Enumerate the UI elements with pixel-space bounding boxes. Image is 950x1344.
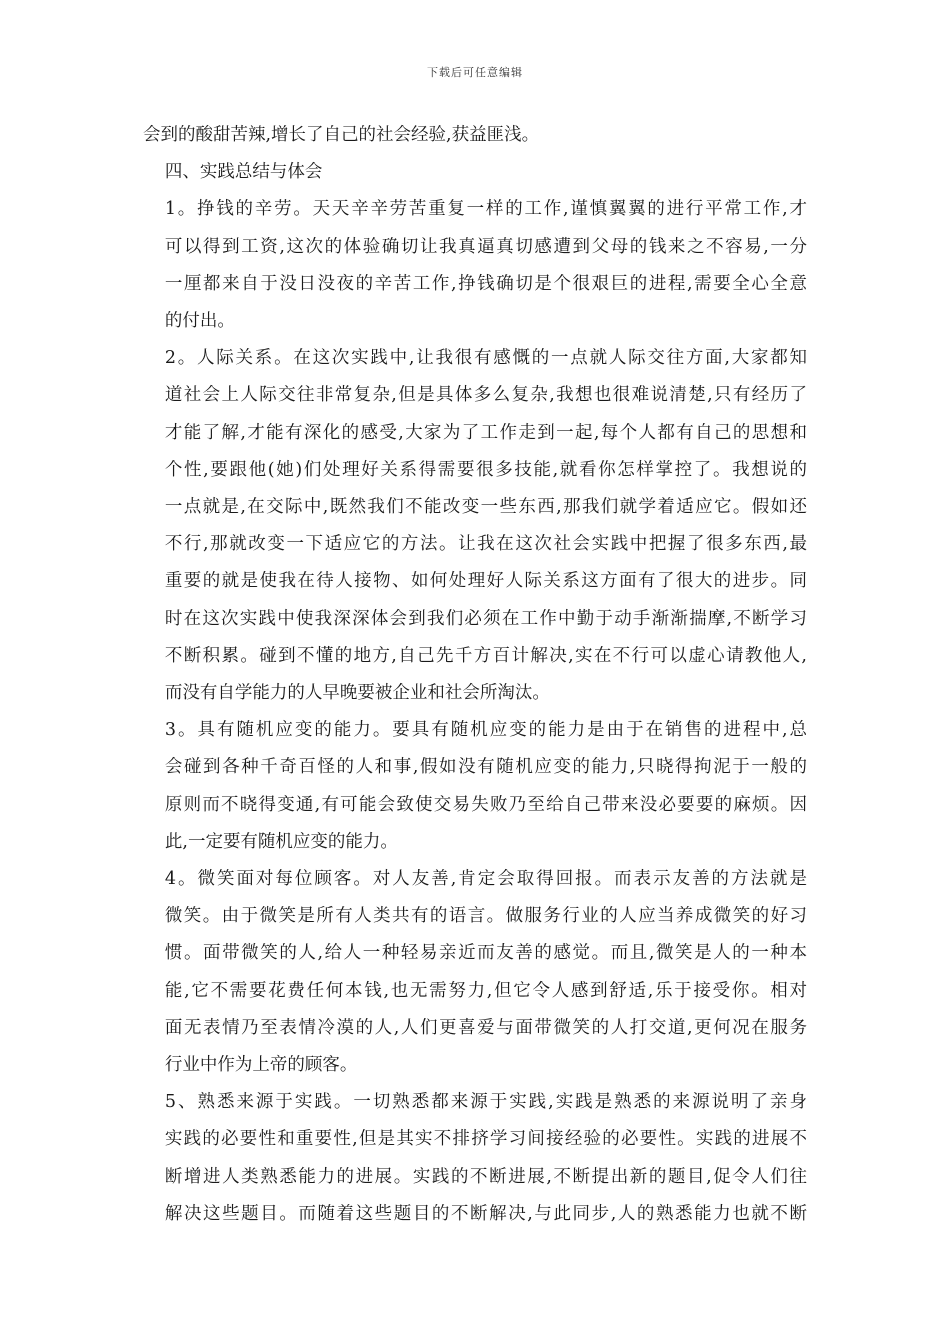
text-line: 3。具有随机应变的能力。要具有随机应变的能力是由于在销售的进程中,总	[164, 720, 807, 741]
text-line: 会到的酸甜苦辣,增长了自己的社会经验,获益匪浅。	[143, 125, 540, 145]
text-line: 面无表情乃至表情冷漠的人,人们更喜爱与面带微笑的人打交道,更何况在服务	[164, 1017, 807, 1038]
text-line: 行业中作为上帝的顾客。	[164, 1055, 358, 1076]
text-line: 可以得到工资,这次的体验确切让我真逼真切感遭到父母的钱来之不容易,一分	[164, 236, 807, 257]
text-line: 惯。面带微笑的人,给人一种轻易亲近而友善的感觉。而且,微笑是人的一种本	[164, 943, 807, 964]
text-line: 的付出。	[164, 311, 235, 332]
paragraph	[143, 117, 807, 154]
text-line: 而没有自学能力的人早晚要被企业和社会所淘汰。	[164, 683, 550, 704]
text-line: 时在这次实践中使我深深体会到我们必须在工作中勤于动手渐渐揣摩,不断学习	[164, 608, 807, 629]
paragraph	[143, 154, 807, 191]
text-line: 2。人际关系。在这次实践中,让我很有感慨的一点就人际交往方面,大家都知	[164, 348, 807, 369]
text-line: 断增进人类熟悉能力的进展。实践的不断进展,不断提出新的题目,促令人们往	[164, 1166, 807, 1187]
text-line: 1。挣钱的辛劳。天天辛辛劳苦重复一样的工作,谨慎翼翼的进行平常工作,才	[164, 199, 807, 220]
text-line: 微笑。由于微笑是所有人类共有的语言。做服务行业的人应当养成微笑的好习	[164, 906, 807, 927]
paragraph	[143, 191, 807, 340]
text-line: 原则而不晓得变通,有可能会致使交易失败乃至给自己带来没必要要的麻烦。因	[164, 794, 807, 815]
paragraph	[143, 1084, 807, 1233]
document-body	[143, 117, 807, 1233]
paragraph	[143, 861, 807, 1084]
text-line: 4。微笑面对每位顾客。对人友善,肯定会取得回报。而表示友善的方法就是	[164, 869, 807, 890]
paragraph	[143, 340, 807, 712]
text-line: 一点就是,在交际中,既然我们不能改变一些东西,那我们就学着适应它。假如还	[164, 497, 807, 518]
text-line: 四、实践总结与体会	[164, 162, 323, 183]
text-line: 会碰到各种千奇百怪的人和事,假如没有随机应变的能力,只晓得拘泥于一般的	[164, 757, 807, 778]
text-line: 能,它不需要花费任何本钱,也无需努力,但它令人感到舒适,乐于接受你。相对	[164, 980, 807, 1001]
text-line: 解决这些题目。而随着这些题目的不断解决,与此同步,人的熟悉能力也就不断	[164, 1203, 807, 1224]
text-line: 实践的必要性和重要性,但是其实不排挤学习间接经验的必要性。实践的进展不	[164, 1129, 807, 1150]
text-line: 道社会上人际交往非常复杂,但是具体多么复杂,我想也很难说清楚,只有经历了	[164, 385, 807, 406]
text-line: 才能了解,才能有深化的感受,大家为了工作走到一起,每个人都有自己的思想和	[164, 422, 807, 443]
text-line: 重要的就是使我在待人接物、如何处理好人际关系这方面有了很大的进步。同	[164, 571, 807, 592]
text-line: 此,一定要有随机应变的能力。	[164, 831, 398, 852]
text-line: 5、熟悉来源于实践。一切熟悉都来源于实践,实践是熟悉的来源说明了亲身	[164, 1092, 807, 1113]
text-line: 一厘都来自于没日没夜的辛苦工作,挣钱确切是个很艰巨的进程,需要全心全意	[164, 273, 807, 294]
text-line: 个性,要跟他(她)们处理好关系得需要很多技能,就看你怎样掌控了。我想说的	[164, 459, 807, 480]
paragraph	[143, 712, 807, 861]
page-header: 下载后可任意编辑	[427, 66, 523, 79]
text-line: 不行,那就改变一下适应它的方法。让我在这次社会实践中把握了很多东西,最	[164, 534, 807, 555]
text-line: 不断积累。碰到不懂的地方,自己先千方百计解决,实在不行可以虚心请教他人,	[164, 645, 807, 666]
